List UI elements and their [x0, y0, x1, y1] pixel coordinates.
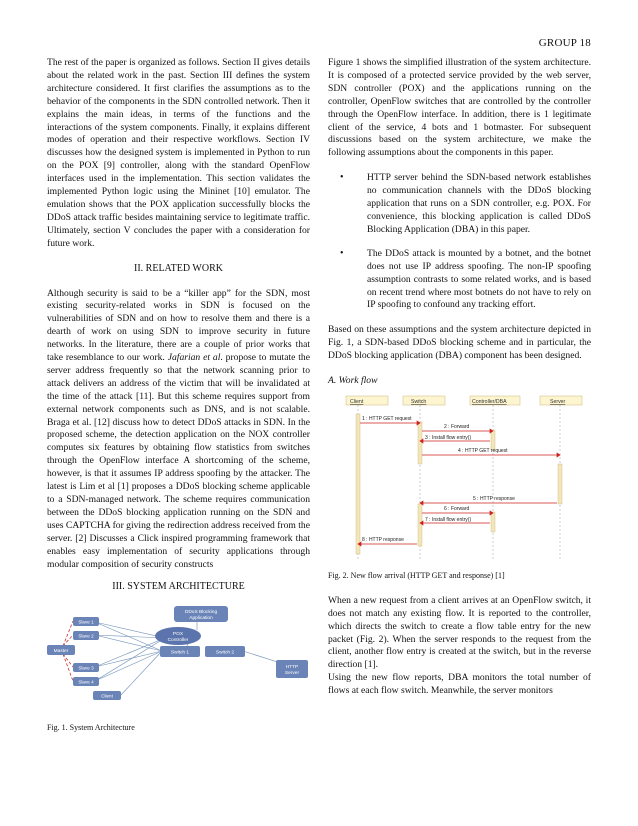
list-item	[328, 172, 591, 237]
actor-switch-label: Switch	[411, 398, 427, 405]
ddos-app-label-2: Application	[189, 616, 213, 622]
monitoring-paragraph: Using the new flow reports, DBA monitors the total number of flows at each flow switch. Meanwhile, the server monitors	[328, 672, 591, 697]
related-work-text-cont: . propose to mutate the server address frequently so that the network scanning prior to attack delivers an address of the victim that will be invalidated at the time of the attack [11]. But this scheme requires support from external network components such as DNS, and is not scalable. Braga et al. [12] discuss how to detect DDoS attacks in SDN. In the proposed scheme, the detection application on the NOX controller computes six features by obtaining flow statistics from switches through the OpenFlow interface A shortcoming of the scheme, however, is that it assumes IP address spoofing by the attacker. The latest is Lim et al [1] proposes a DDoS blocking scheme applicable to a SDN-managed network. The scheme requires communication between the DDoS blocking application running on the SDN and uses CAPTCHA for giving the redirection address received from the server. [2] Discusses a Click inspired programming framework that enables easy implementation of security applications through modular composition of security constructs	[47, 352, 310, 570]
slave2-label: Slave 2	[78, 633, 94, 639]
slave3-label: Slave 3	[78, 665, 94, 671]
related-work-paragraph	[47, 288, 310, 572]
pox-label-2: Controller	[167, 638, 189, 644]
fig2-caption: Fig. 2. New flow arrival (HTTP GET and response) [1]	[328, 570, 505, 580]
design-paragraph: Based on these assumptions and the system architecture depicted in Fig. 1, a SDN-based DDoS blocking scheme and in particular, the DDoS blocking application (DBA) component has been designed.	[328, 324, 591, 362]
pox-label: POX	[172, 632, 184, 638]
system-architecture-heading: III. SYSTEM ARCHITECTURE	[112, 581, 245, 593]
workflow-heading: A. Work flow	[328, 375, 378, 387]
msg-5: 5 : HTTP response	[473, 495, 515, 502]
msg-3: 3 : Install flow entry()	[425, 434, 472, 441]
right-column	[328, 57, 591, 710]
msg-7: 7 : Install flow entry()	[425, 516, 472, 523]
system-architecture-figure	[47, 606, 310, 718]
list-item	[328, 248, 591, 313]
http-server-label: HTTP	[285, 665, 299, 671]
cited-author: Jafarian et al	[167, 352, 221, 364]
master-label: Master	[53, 649, 69, 655]
client-label: Client	[101, 693, 113, 699]
actor-controller-label: Controller/DBA	[472, 398, 507, 405]
msg-1: 1 : HTTP GET request	[362, 415, 412, 422]
switch2-label: Switch 2	[215, 650, 235, 656]
bullet-icon: •	[340, 247, 344, 259]
slave4-label: Slave 4	[78, 679, 94, 685]
switch1-label: Switch 1	[170, 650, 190, 656]
msg-4: 4 : HTTP GET request	[458, 447, 508, 454]
bullet-icon: •	[340, 172, 344, 184]
left-column	[47, 57, 310, 743]
intro-paragraph: The rest of the paper is organized as follows. Section II gives details about the related work in the past. Section III defines the system architecture considered. It first clarifies the assumptions as to the behavior of the components in the SDN controlled network. Then it explains the main ideas, in terms of the functions and the interactions of the system components. Finally, it explains different modes of operation and their respective workflows. Section IV discusses how the designed system is implemented in Python to run on the POX [9] controller, along with the standard OpenFlow interfaces used in the implementation. This section validates the implemented Python logic using the Mininet [10] emulator. The emulation shows that the POX application successfully blocks the DDoS attack traffic besides maintaining service to legitimate traffic. Ultimately, section V concludes the paper with a consideration for future work.	[47, 57, 310, 249]
new-flow-paragraph: When a new request from a client arrives at an OpenFlow switch, it does not match any existing flow. It is reported to the controller, which directs the switch to create a flow table entry for the new packet (Fig. 2). When the server responds to the request from the client, another flow entry is created at the switch, but in the reverse direction [1].	[328, 594, 591, 671]
assumption-text: The DDoS attack is mounted by a botnet, and the botnet does not use IP address spoofing. The non-IP spoofing assumption contrasts to some related works, and is based on recent trend where most botnets do not have to rely on IP spoofing to confound any tracking effort.	[367, 247, 591, 311]
slave1-label: Slave 1	[78, 619, 94, 625]
msg-2: 2 : Forward	[444, 423, 470, 430]
actor-client-label: Client	[350, 398, 364, 405]
assumptions-list	[328, 172, 591, 312]
fig1-caption: Fig. 1. System Architecture	[47, 723, 135, 733]
actor-server-label: Server	[550, 398, 566, 405]
related-work-text: Although security is said to be a “killer app” for the SDN, most existing security-related works in SDN is focused on the vulnerabilities of SDN and on how to resolve them and there is a dearth of work on using SDN to improve security in future networks. In the literature, there are a couple of prior works that take resemblance to our work.	[47, 287, 310, 364]
msg-6: 6 : Forward	[444, 505, 470, 512]
architecture-paragraph: Figure 1 shows the simplified illustration of the system architecture. It is composed of a protected service provided by the web server, SDN controller (POX) and the applications running on the controller, OpenFlow switches that are controlled by the controller through the OpenFlow interface. In addition, there is 1 legitimate client of the service, 4 bots and 1 botmaster. For subsequent discussions based on the system architecture, we make the following assumptions about the components in this paper.	[328, 57, 591, 159]
sequence-diagram-figure	[328, 394, 591, 564]
assumption-text: HTTP server behind the SDN-based network establishes no communication channels with the DDoS blocking application that runs on a SDN controller, e.g. POX. For convenience, this blocking application is called DDoS Blocking Application (DBA) in this paper.	[367, 172, 591, 235]
related-work-heading: II. RELATED WORK	[134, 262, 223, 274]
page-header: GROUP 18	[538, 37, 591, 49]
http-server-label-2: Server	[284, 671, 300, 677]
msg-8: 8 : HTTP response	[362, 536, 404, 543]
ddos-app-label: DDoS Blocking	[184, 610, 218, 616]
